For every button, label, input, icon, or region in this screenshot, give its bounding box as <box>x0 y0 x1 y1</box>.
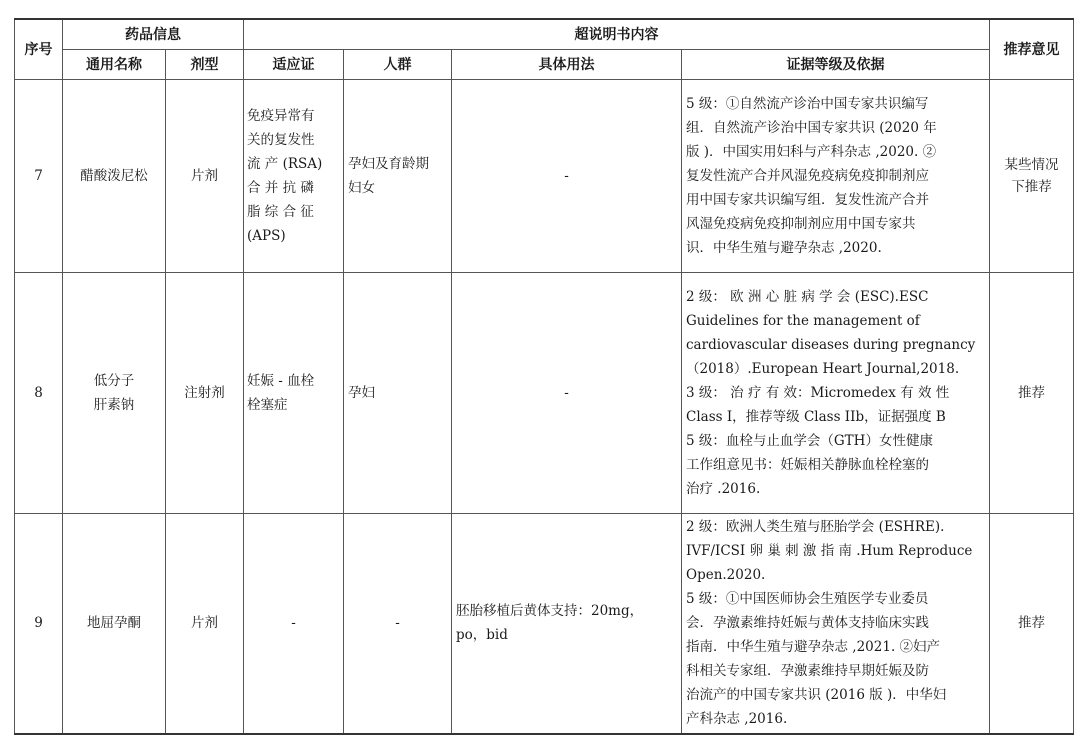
evidence-line: 组．自然流产诊治中国专家共识 (2020 年 <box>686 120 937 136</box>
evidence-line: 会．孕激素维持妊娠与黄体支持临床实践 <box>686 615 929 632</box>
dosage-form: 注射剂 <box>166 273 244 514</box>
indication-line: 关的复发性 <box>247 132 315 148</box>
row-number: 7 <box>15 80 63 273</box>
recommendation-line: 推荐 <box>1018 385 1045 401</box>
table-row <box>15 273 1074 514</box>
generic-name-line: 肝素钠 <box>93 397 135 413</box>
generic-name: 醋酸泼尼松 <box>63 80 166 273</box>
evidence-line: 版 )．中国实用妇科与产科杂志 ,2020. ② <box>686 144 937 160</box>
indication-line: 流 产 (RSA) <box>247 156 323 172</box>
evidence-line: 5 级：①中国医师协会生殖医学专业委员 <box>686 591 929 608</box>
table-header <box>15 19 1074 80</box>
evidence <box>682 273 990 514</box>
indication <box>244 514 344 734</box>
recommendation-line: 下推荐 <box>1011 179 1052 195</box>
evidence-line: 3 级： 治 疗 有 效：Micromedex 有 效 性 <box>686 385 950 401</box>
population <box>344 514 452 734</box>
evidence-line: 治疗 .2016. <box>686 481 761 497</box>
indication <box>244 80 344 273</box>
recommendation <box>990 273 1074 514</box>
evidence-line: Open.2020. <box>686 567 766 584</box>
evidence-line: 5 级：血栓与止血学会（GTH）女性健康 <box>686 433 933 449</box>
header-indication: 适应证 <box>244 50 344 80</box>
usage-line: - <box>564 385 569 401</box>
indication-line: 妊娠 - 血栓 <box>247 373 315 389</box>
header-no: 序号 <box>15 19 63 80</box>
indication-line: 免疫异常有 <box>247 108 315 124</box>
indication-line: (APS) <box>247 228 286 244</box>
usage <box>452 80 682 273</box>
usage-line: po，bid <box>456 627 508 644</box>
header-evidence: 证据等级及依据 <box>682 50 990 80</box>
population <box>344 80 452 273</box>
evidence-line: 复发性流产合并风湿免疫病免疫抑制剂应 <box>686 168 929 184</box>
recommendation <box>990 514 1074 734</box>
evidence-line: 2 级：欧洲人类生殖与胚胎学会 (ESHRE). <box>686 519 945 536</box>
header-group-drug-info: 药品信息 <box>63 19 244 50</box>
indication-line: - <box>291 615 296 632</box>
usage <box>452 514 682 734</box>
generic-name <box>63 273 166 514</box>
evidence-line: 2 级： 欧 洲 心 脏 病 学 会 (ESC).ESC <box>686 289 929 305</box>
table-row <box>15 80 1074 273</box>
indication-line: 脂 综 合 征 <box>247 204 314 220</box>
row-number: 9 <box>15 514 63 734</box>
drug-offlabel-table <box>14 18 1074 735</box>
evidence-line: 产科杂志 ,2016. <box>686 711 788 728</box>
usage-line: - <box>564 168 569 184</box>
indication-line: 合 并 抗 磷 <box>247 180 314 196</box>
dosage-form: 片剂 <box>166 80 244 273</box>
population-line: 妇女 <box>348 180 375 196</box>
table-row <box>15 514 1074 734</box>
population-line: 孕妇及育龄期 <box>348 156 429 172</box>
row-number: 8 <box>15 273 63 514</box>
evidence-line: Class I，推荐等级 Class IIb，证据强度 B <box>686 409 946 425</box>
generic-name: 地屈孕酮 <box>63 514 166 734</box>
evidence-line: 工作组意见书：妊娠相关静脉血栓栓塞的 <box>686 457 929 473</box>
evidence-line: 5 级：①自然流产诊治中国专家共识编写 <box>686 96 929 112</box>
recommendation-line: 推荐 <box>1018 615 1045 632</box>
header-group-offlabel: 超说明书内容 <box>244 19 990 50</box>
evidence-line: 用中国专家共识编写组．复发性流产合并 <box>686 192 929 208</box>
evidence-line: 指南．中华生殖与避孕杂志 ,2021. ②妇产 <box>686 639 941 656</box>
header-population: 人群 <box>344 50 452 80</box>
evidence-line: Guidelines for the management of <box>686 313 920 329</box>
evidence <box>682 80 990 273</box>
evidence <box>682 514 990 734</box>
dosage-form: 片剂 <box>166 514 244 734</box>
header-usage: 具体用法 <box>452 50 682 80</box>
evidence-line: （2018）.European Heart Journal,2018. <box>686 361 960 377</box>
evidence-line: 风湿免疫病免疫抑制剂应用中国专家共 <box>686 216 916 232</box>
evidence-line: 识．中华生殖与避孕杂志 ,2020. <box>686 240 882 256</box>
indication-line: 栓塞症 <box>247 397 288 413</box>
header-dosage-form: 剂型 <box>166 50 244 80</box>
recommendation <box>990 80 1074 273</box>
usage-line: 胚胎移植后黄体支持：20mg， <box>456 603 644 620</box>
usage <box>452 273 682 514</box>
population-line: 孕妇 <box>348 385 375 401</box>
header-recommendation: 推荐意见 <box>990 19 1074 80</box>
evidence-line: IVF/ICSI 卵 巢 刺 激 指 南 .Hum Reproduce <box>686 543 973 560</box>
header-generic-name: 通用名称 <box>63 50 166 80</box>
indication <box>244 273 344 514</box>
evidence-line: cardiovascular diseases during pregnancy <box>686 337 976 353</box>
generic-name-line: 低分子 <box>93 373 135 389</box>
recommendation-line: 某些情况 <box>1004 157 1059 173</box>
population-line: - <box>395 615 400 632</box>
population <box>344 273 452 514</box>
evidence-line: 治流产的中国专家共识 (2016 版 )．中华妇 <box>686 687 947 704</box>
evidence-line: 科相关专家组．孕激素维持早期妊娠及防 <box>686 663 929 680</box>
